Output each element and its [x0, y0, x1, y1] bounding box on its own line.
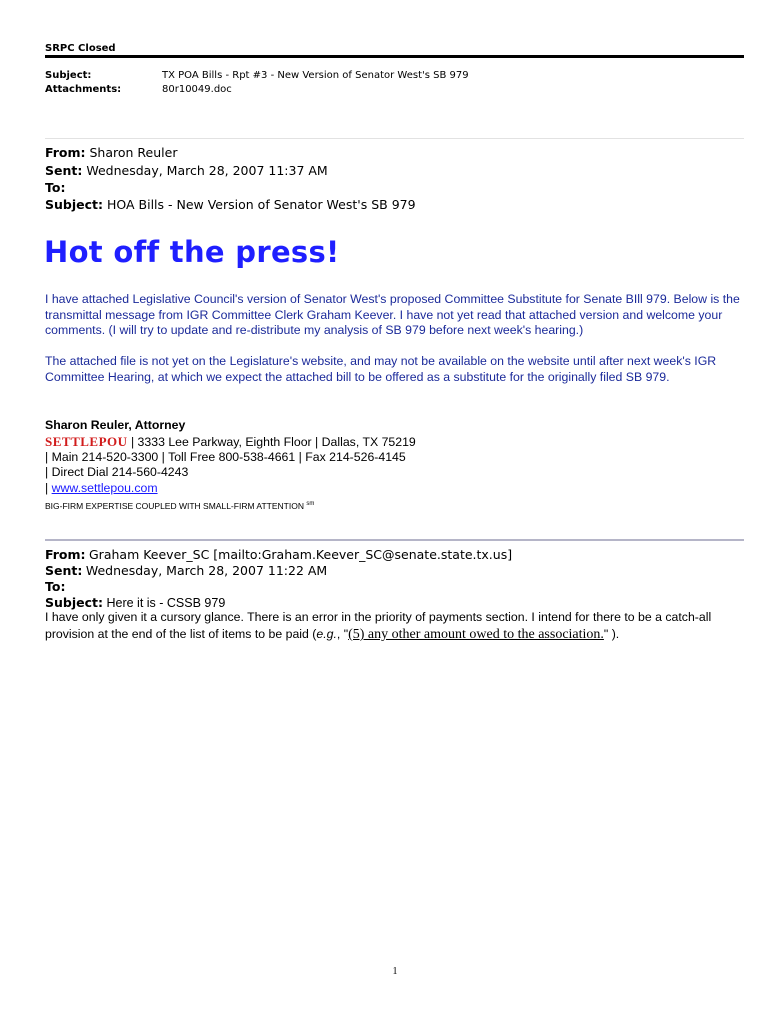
subject-label: Subject:: [45, 70, 92, 81]
attachment-link[interactable]: 80r10049.doc: [162, 84, 232, 95]
website-link[interactable]: www.settlepou.com: [51, 481, 158, 495]
firm-tagline: BIG-FIRM EXPERTISE COUPLED WITH SMALL-FIRM ATTENTION $^{sm}$: [45, 501, 315, 511]
firm-logo: SETTLEPOU: [45, 434, 128, 449]
sent-label: Sent:: [45, 563, 83, 578]
attachments-label: Attachments:: [45, 84, 122, 95]
to-label: To:: [45, 180, 66, 195]
subject-label: Subject:: [45, 197, 103, 212]
subject-value: TX POA Bills - Rpt #3 - New Version of Senator West's SB 979: [162, 70, 469, 81]
folder-label: SRPC Closed: [45, 43, 116, 54]
website-prefix: |: [45, 481, 52, 495]
from-label: From:: [45, 145, 86, 160]
msg1-sent: [45, 163, 328, 178]
from-label: From:: [45, 547, 86, 562]
sent-value: Wednesday, March 28, 2007 11:22 AM: [85, 563, 328, 578]
signature-phones: | Main 214-520-3300 | Toll Free 800-538-4661 | Fax 214-526-4145: [45, 450, 406, 464]
forward-divider: [45, 539, 744, 541]
to-label: To:: [45, 579, 66, 594]
subject-value: Here it is - CSSB 979: [106, 596, 226, 610]
msg1-to: [45, 180, 65, 195]
service-mark: sm: [306, 501, 315, 508]
eg-italic: e.g.: [316, 627, 337, 641]
msg1-from: [45, 145, 177, 160]
msg1-subject: [45, 197, 416, 212]
page-number: 1: [392, 966, 398, 977]
signature-address: [45, 434, 416, 451]
subject-label: Subject:: [45, 595, 103, 610]
msg2-from: [45, 547, 512, 562]
msg2-body: I have only given it a cursory glance. There is an error in the priority of payments section. I intend for there to be a catch-all provision at the end of the list of items to be paid (e.g., "(5) any other amount owed to the association." ).: [45, 610, 712, 642]
address-text: | 3333 Lee Parkway, Eighth Floor | Dallas, TX 75219: [127, 435, 416, 449]
quoted-provision: (5) any other amount owed to the association.: [348, 627, 604, 642]
message-divider: [45, 138, 744, 139]
signature-name: Sharon Reuler, Attorney: [45, 418, 186, 432]
body-paragraph-2: The attached file is not yet on the Legislature's website, and may not be available on the website until after next week's IGR Committee Hearing, at which we expect the attached bill to be offered as a substitute for the originally filed SB 979.: [45, 354, 717, 384]
header-divider: [45, 55, 744, 58]
subject-value: HOA Bills - New Version of Senator West's SB 979: [106, 197, 416, 212]
sent-value: Wednesday, March 28, 2007 11:37 AM: [86, 163, 328, 178]
body-paragraph-1: I have attached Legislative Council's version of Senator West's proposed Committee Substitute for Senate BIll 979. Below is the transmittal message from IGR Committee Clerk Graham Keever. I have not yet read that attached version and welcome your comments. (I will try to update and re-distribute my analysis of SB 979 before next week's hearing.): [45, 292, 740, 337]
from-value: Sharon Reuler: [89, 145, 178, 160]
sent-label: Sent:: [45, 163, 83, 178]
headline: Hot off the press!: [44, 235, 340, 269]
msg2-subject: [45, 595, 225, 610]
from-value[interactable]: Graham Keever_SC [mailto:Graham.Keever_SC@senate.state.tx.us]: [89, 547, 513, 562]
signature-website: [45, 481, 158, 497]
signature-direct: | Direct Dial 214-560-4243: [45, 465, 189, 479]
msg2-sent: [45, 563, 327, 578]
msg2-to: [45, 579, 65, 594]
